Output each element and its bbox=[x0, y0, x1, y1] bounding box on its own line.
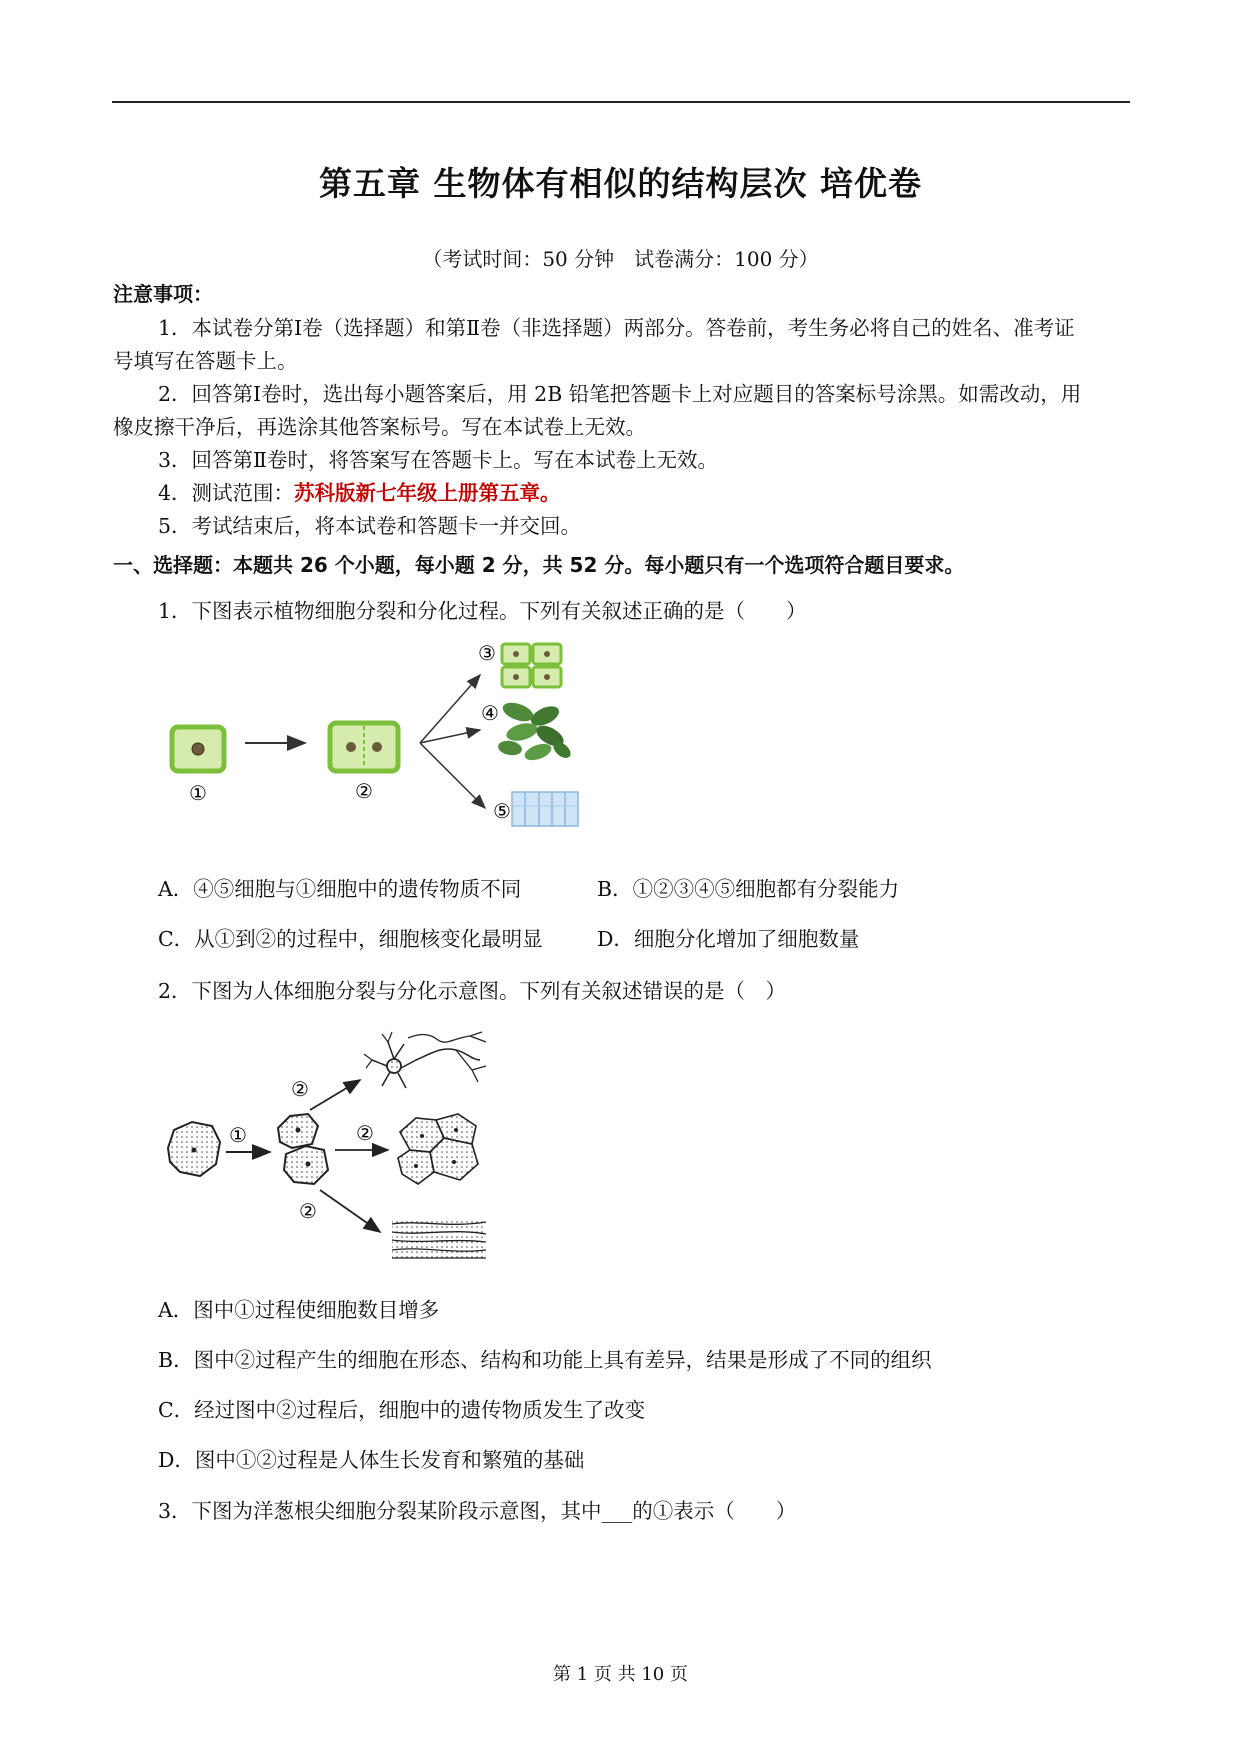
figure-1-label-3: ③ bbox=[478, 641, 496, 665]
question-2-stem: 2．下图为人体细胞分裂与分化示意图。下列有关叙述错误的是（ ） bbox=[158, 979, 787, 1003]
question-2-figure bbox=[160, 1030, 500, 1270]
muscle-tissue bbox=[392, 1218, 486, 1258]
question-2-option-d: D．图中①②过程是人体生长发育和繁殖的基础 bbox=[158, 1448, 585, 1472]
page-number: 第 1 页 共 10 页 bbox=[553, 1664, 688, 1685]
question-1-option-c: C．从①到②的过程中，细胞核变化最明显 bbox=[158, 927, 543, 951]
arrow-icon bbox=[420, 675, 480, 743]
figure-2-label-1: ① bbox=[229, 1123, 247, 1147]
arrow-icon bbox=[310, 1080, 360, 1110]
note-3: 3．回答第Ⅱ卷时，将答案写在答题卡上。写在本试卷上无效。 bbox=[158, 448, 718, 472]
human-cell-2 bbox=[278, 1114, 328, 1184]
cell-2 bbox=[330, 723, 398, 771]
note-2-line-2: 橡皮擦干净后，再选涂其他答案标号。写在本试卷上无效。 bbox=[113, 415, 646, 439]
cell-1 bbox=[172, 727, 224, 771]
question-1-figure bbox=[150, 640, 610, 850]
tissue-cells-5 bbox=[512, 792, 578, 826]
test-scope: 苏科版新七年级上册第五章。 bbox=[294, 481, 561, 505]
question-3-stem: 3．下图为洋葱根尖细胞分裂某阶段示意图，其中___的①表示（ ） bbox=[158, 1499, 797, 1523]
arrow-icon bbox=[320, 1190, 380, 1232]
figure-2-label-2b: ② bbox=[356, 1121, 374, 1145]
human-cell-1 bbox=[168, 1122, 220, 1176]
tissue-cells-3 bbox=[502, 644, 561, 687]
question-2-option-c: C．经过图中②过程后，细胞中的遗传物质发生了改变 bbox=[158, 1398, 646, 1422]
question-2-option-b: B．图中②过程产生的细胞在形态、结构和功能上具有差异，结果是形成了不同的组织 bbox=[158, 1348, 932, 1372]
section-heading: 一、选择题：本题共 26 个小题，每小题 2 分，共 52 分。每小题只有一个选项符合题目要求。 bbox=[113, 553, 965, 577]
note-1-line-1: 1．本试卷分第Ⅰ卷（选择题）和第Ⅱ卷（非选择题）两部分。答卷前，考生务必将自己的姓名、准考证 bbox=[158, 316, 1075, 340]
figure-1-label-4: ④ bbox=[481, 701, 499, 725]
question-2-option-a: A．图中①过程使细胞数目增多 bbox=[158, 1298, 440, 1322]
note-5: 5．考试结束后，将本试卷和答题卡一并交回。 bbox=[158, 514, 582, 538]
figure-1-label-5: ⑤ bbox=[493, 799, 511, 823]
page-title: 第五章 生物体有相似的结构层次 培优卷 bbox=[319, 164, 922, 203]
notes-heading: 注意事项： bbox=[113, 282, 213, 306]
note-1-line-2: 号填写在答题卡上。 bbox=[113, 349, 298, 373]
header-rule bbox=[112, 101, 1130, 103]
figure-2-label-2c: ② bbox=[299, 1199, 317, 1223]
epithelial-tissue bbox=[398, 1114, 478, 1184]
question-1-option-a: A．④⑤细胞与①细胞中的遗传物质不同 bbox=[158, 877, 522, 901]
figure-1-label-2: ② bbox=[355, 779, 373, 803]
exam-info: （考试时间：50 分钟 试卷满分：100 分） bbox=[422, 247, 819, 271]
figure-1-label-1: ① bbox=[189, 781, 207, 805]
neuron-cell bbox=[364, 1032, 486, 1088]
question-1-option-b: B．①②③④⑤细胞都有分裂能力 bbox=[597, 877, 900, 901]
tissue-cells-4 bbox=[497, 699, 574, 763]
arrow-icon bbox=[420, 743, 485, 808]
note-2-line-1: 2．回答第Ⅰ卷时，选出每小题答案后，用 2B 铅笔把答题卡上对应题目的答案标号涂黑。如需改动，用 bbox=[158, 382, 1082, 406]
figure-2-label-2a: ② bbox=[291, 1077, 309, 1101]
question-1-stem: 1．下图表示植物细胞分裂和分化过程。下列有关叙述正确的是（ ） bbox=[158, 599, 807, 623]
note-4-prefix: 4．测试范围： bbox=[158, 481, 295, 505]
note-4 bbox=[158, 476, 561, 506]
question-1-option-d: D．细胞分化增加了细胞数量 bbox=[597, 927, 860, 951]
